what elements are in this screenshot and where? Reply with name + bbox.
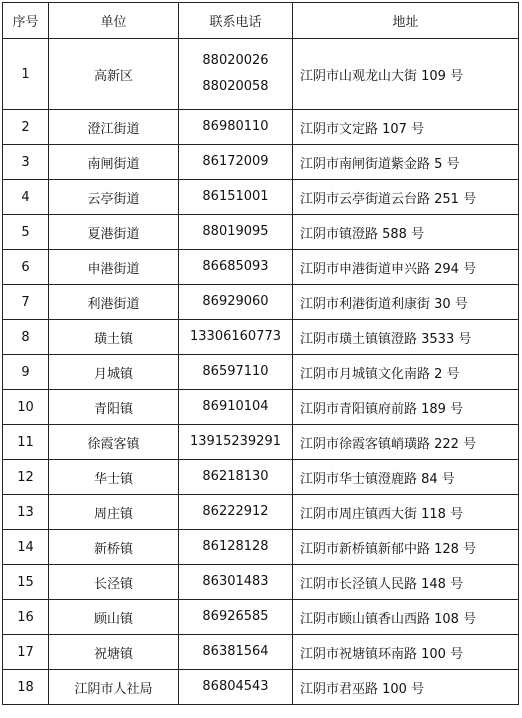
table-row <box>3 215 519 250</box>
row-address: 江阴市南闸街道紫金路 5 号 <box>293 145 519 180</box>
header-phone: 联系电话 <box>179 3 293 39</box>
row-phone: 86301483 <box>202 574 269 589</box>
row-number: 5 <box>3 215 49 250</box>
header-number: 序号 <box>3 3 49 39</box>
row-number: 6 <box>3 250 49 285</box>
row-number: 18 <box>3 670 49 705</box>
row-unit: 利港街道 <box>49 285 179 320</box>
row-address: 江阴市新桥镇新郁中路 128 号 <box>293 530 519 565</box>
table-row <box>3 425 519 460</box>
row-address: 江阴市璜土镇镇澄路 3533 号 <box>293 320 519 355</box>
row-phone: 86910104 <box>202 399 269 414</box>
row-number: 10 <box>3 390 49 425</box>
table-row <box>3 145 519 180</box>
row-phone-cell <box>179 565 293 600</box>
row-phone-cell <box>179 285 293 320</box>
row-number: 11 <box>3 425 49 460</box>
row-address: 江阴市祝塘镇环南路 100 号 <box>293 635 519 670</box>
row-phone: 86381564 <box>202 644 269 659</box>
table-row <box>3 180 519 215</box>
row-number: 17 <box>3 635 49 670</box>
row-number: 1 <box>3 39 49 110</box>
row-address: 江阴市周庄镇西大街 118 号 <box>293 495 519 530</box>
row-number: 15 <box>3 565 49 600</box>
row-phone-cell <box>179 355 293 390</box>
row-number: 3 <box>3 145 49 180</box>
row-phone: 86929060 <box>202 294 269 309</box>
row-address: 江阴市文定路 107 号 <box>293 110 519 145</box>
row-phone: 86804543 <box>202 679 269 694</box>
row-unit: 云亭街道 <box>49 180 179 215</box>
row-phone-cell <box>179 600 293 635</box>
row-address: 江阴市山观龙山大街 109 号 <box>293 39 519 110</box>
contact-table-wrapper <box>2 2 519 705</box>
row-phone-cell <box>179 180 293 215</box>
row-phone: 88020026 <box>202 53 269 68</box>
row-phone-cell <box>179 670 293 705</box>
row-number: 4 <box>3 180 49 215</box>
row-phone: 88020058 <box>202 79 269 94</box>
row-address: 江阴市徐霞客镇峭璜路 222 号 <box>293 425 519 460</box>
row-phone-cell <box>179 320 293 355</box>
row-unit: 长泾镇 <box>49 565 179 600</box>
row-phone-cell <box>179 215 293 250</box>
row-phone: 86222912 <box>202 504 269 519</box>
row-number: 13 <box>3 495 49 530</box>
row-unit: 新桥镇 <box>49 530 179 565</box>
table-row <box>3 565 519 600</box>
row-address: 江阴市顾山镇香山西路 108 号 <box>293 600 519 635</box>
row-phone: 88019095 <box>202 224 269 239</box>
row-address: 江阴市青阳镇府前路 189 号 <box>293 390 519 425</box>
row-phone-cell <box>179 250 293 285</box>
table-body <box>3 39 519 705</box>
row-number: 2 <box>3 110 49 145</box>
table-row <box>3 635 519 670</box>
row-phone-cell <box>179 495 293 530</box>
row-address: 江阴市云亭街道云台路 251 号 <box>293 180 519 215</box>
row-phone-cell <box>179 425 293 460</box>
row-unit: 澄江街道 <box>49 110 179 145</box>
table-row <box>3 390 519 425</box>
row-number: 12 <box>3 460 49 495</box>
row-unit: 顾山镇 <box>49 600 179 635</box>
row-phone: 13306160773 <box>190 329 281 344</box>
row-unit: 江阴市人社局 <box>49 670 179 705</box>
table-row <box>3 39 519 110</box>
table-row <box>3 600 519 635</box>
row-phone: 86128128 <box>202 539 269 554</box>
row-number: 7 <box>3 285 49 320</box>
row-address: 江阴市长泾镇人民路 148 号 <box>293 565 519 600</box>
row-address: 江阴市申港街道申兴路 294 号 <box>293 250 519 285</box>
header-row <box>3 3 519 39</box>
row-phone: 86926585 <box>202 609 269 624</box>
table-row <box>3 460 519 495</box>
row-unit: 南闸街道 <box>49 145 179 180</box>
table-row <box>3 320 519 355</box>
row-phone: 86218130 <box>202 469 269 484</box>
row-unit: 月城镇 <box>49 355 179 390</box>
row-phone-cell <box>179 39 293 110</box>
row-phone: 86685093 <box>202 259 269 274</box>
row-unit: 夏港街道 <box>49 215 179 250</box>
row-unit: 青阳镇 <box>49 390 179 425</box>
table-row <box>3 355 519 390</box>
row-phone: 86980110 <box>202 119 269 134</box>
row-phone-cell <box>179 460 293 495</box>
row-unit: 申港街道 <box>49 250 179 285</box>
row-unit: 祝塘镇 <box>49 635 179 670</box>
row-phone: 86597110 <box>202 364 269 379</box>
row-address: 江阴市君巫路 100 号 <box>293 670 519 705</box>
row-number: 9 <box>3 355 49 390</box>
row-address: 江阴市镇澄路 588 号 <box>293 215 519 250</box>
row-address: 江阴市月城镇文化南路 2 号 <box>293 355 519 390</box>
row-unit: 高新区 <box>49 39 179 110</box>
table-row <box>3 530 519 565</box>
table-row <box>3 670 519 705</box>
row-unit: 徐霞客镇 <box>49 425 179 460</box>
row-phone: 13915239291 <box>190 434 281 449</box>
row-address: 江阴市利港街道利康街 30 号 <box>293 285 519 320</box>
row-number: 16 <box>3 600 49 635</box>
row-phone-cell <box>179 390 293 425</box>
table-row <box>3 495 519 530</box>
row-unit: 周庄镇 <box>49 495 179 530</box>
table-row <box>3 285 519 320</box>
row-phone-cell <box>179 530 293 565</box>
row-phone-cell <box>179 145 293 180</box>
contact-table <box>2 2 519 705</box>
header-address: 地址 <box>293 3 519 39</box>
row-phone: 86172009 <box>202 154 269 169</box>
row-unit: 华士镇 <box>49 460 179 495</box>
row-number: 8 <box>3 320 49 355</box>
row-unit: 璜土镇 <box>49 320 179 355</box>
table-row <box>3 250 519 285</box>
row-phone: 86151001 <box>202 189 269 204</box>
row-address: 江阴市华士镇澄鹿路 84 号 <box>293 460 519 495</box>
row-phone-cell <box>179 635 293 670</box>
row-phone-cell <box>179 110 293 145</box>
table-row <box>3 110 519 145</box>
header-unit: 单位 <box>49 3 179 39</box>
row-number: 14 <box>3 530 49 565</box>
